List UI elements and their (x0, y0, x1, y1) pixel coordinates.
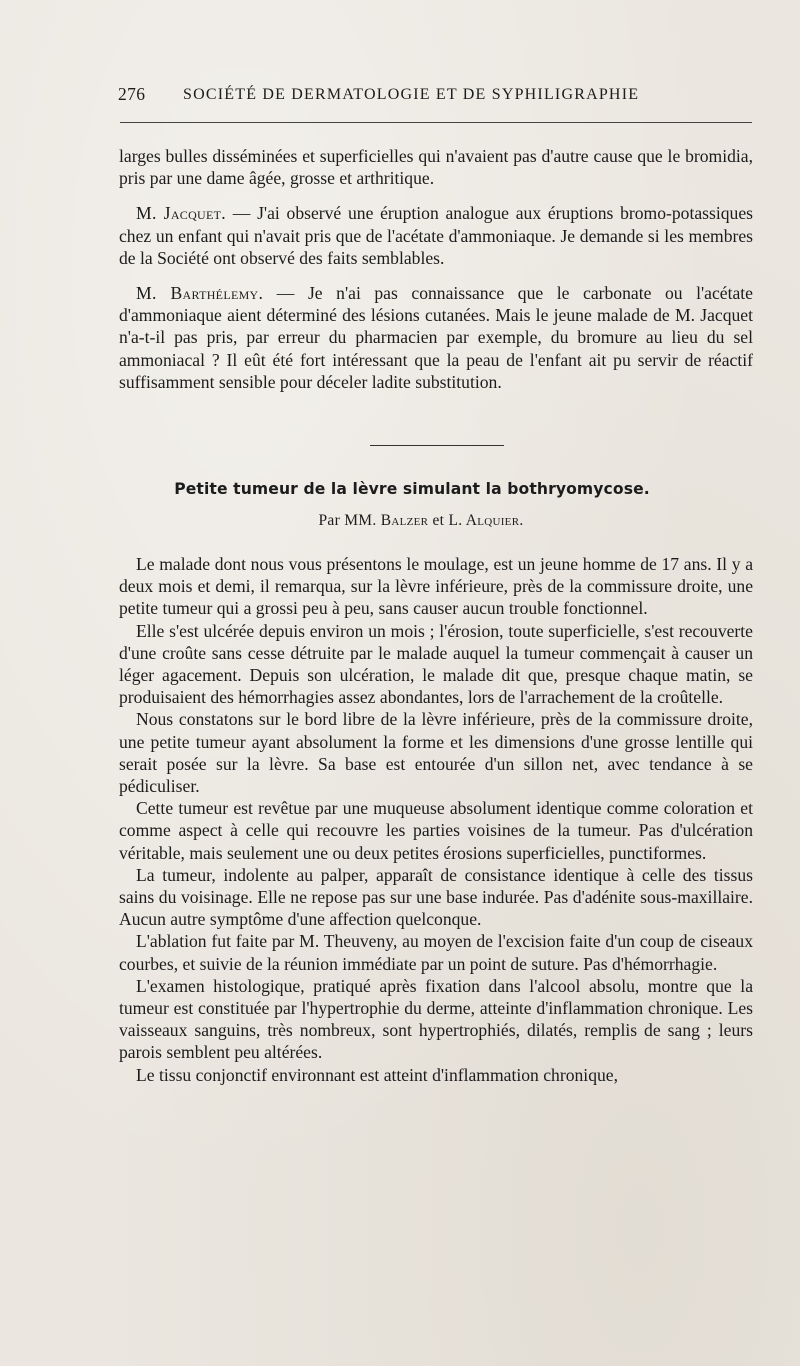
jacquet-remark: — J'ai observé une éruption analogue aux éruptions bromo-potassiques chez un enfant qui n'avait pris que de l'acétate d'ammoniaque. Je demande si les membres de la Société ont observé des faits semblables. (119, 203, 753, 268)
body-paragraph-4: Cette tumeur est revêtue par une muqueuse absolument identique comme coloration et comme aspect à celle qui recouvre les parties voisines de la tumeur. Pas d'ulcération véritable, mais seulement une ou deux petites érosions superficielles, punctiformes. (119, 798, 753, 863)
author-alquier: L. Alquier. (448, 512, 524, 529)
speaker-barthelemy: M. Barthélemy. (136, 283, 264, 304)
article-body (119, 553, 753, 1086)
byline-and: et (428, 512, 449, 529)
paragraph-jacquet (119, 202, 753, 269)
article-byline (0, 512, 800, 530)
body-paragraph-8: Le tissu conjonctif environnant est atteint d'inflammation chronique, (136, 1064, 618, 1085)
byline-prefix: Par MM. (318, 512, 381, 529)
paragraph-barthelemy (119, 282, 753, 393)
running-title: SOCIÉTÉ DE DERMATOLOGIE ET DE SYPHILIGRAPHIE (183, 86, 640, 103)
speaker-jacquet: M. Jacquet. (136, 203, 226, 224)
author-balzer: Balzer (380, 512, 429, 529)
paragraph-bullae: larges bulles disséminées et superficielles qui n'avaient pas d'autre cause que le bromidia, pris par une dame âgée, grosse et arthritique. (119, 146, 753, 189)
body-paragraph-6: L'ablation fut faite par M. Theuveny, au moyen de l'excision faite d'un coup de ciseaux courbes, et suivie de la réunion immédiate par un point de suture. Pas d'hémorrhagie. (119, 931, 753, 974)
body-paragraph-3: Nous constatons sur le bord libre de la lèvre inférieure, près de la commissure droite, une petite tumeur ayant absolument la forme et les dimensions d'une grosse lentille qui serait posée sur la lèvre. Sa base est entourée d'un sillon net, avec tendance à se pédiculiser. (119, 709, 753, 797)
header-rule (120, 122, 752, 123)
section-divider (370, 445, 504, 446)
barthelemy-remark: — Je n'ai pas connaissance que le carbonate ou l'acétate d'ammoniaque aient déterminé des lésions cutanées. Mais le jeune malade de M. Jacquet n'a-t-il pas pris, par erreur du pharmacien par exemple, du bromure au lieu du sel ammoniacal ? Il eût été fort intéressant que la peau de l'enfant ait pu servir de réactif suffisamment sensible pour déceler ladite substitution. (119, 283, 753, 392)
body-paragraph-2: Elle s'est ulcérée depuis environ un mois ; l'érosion, toute superficielle, s'est recouverte d'une croûte sans cesse détruite par le malade auquel la tumeur commençait à causer un léger agacement. Depuis son ulcération, le malade dit que, presque chaque matin, se produisaient des hémorrhagies assez abondantes, lors de l'arrachement de la croûtelle. (119, 620, 753, 708)
body-paragraph-7: L'examen histologique, pratiqué après fixation dans l'alcool absolu, montre que la tumeur est constituée par l'hypertrophie du derme, atteinte d'inflammation chronique. Les vaisseaux sanguins, très nombreux, sont hypertrophiés, dilatés, remplis de sang ; leurs parois semblent peu altérées. (119, 975, 753, 1063)
body-paragraph-1: Le malade dont nous vous présentons le moulage, est un jeune homme de 17 ans. Il y a deux mois et demi, il remarqua, sur la lèvre inférieure, près de la commissure droite, une petite tumeur qui a grossi peu à peu, sans causer aucun trouble fonctionnel. (119, 554, 753, 619)
discussion-block (119, 145, 753, 393)
page-header (118, 84, 752, 112)
page-number: 276 (118, 84, 146, 104)
article-title: Petite tumeur de la lèvre simulant la bothryomycose. (174, 480, 650, 498)
body-paragraph-5: La tumeur, indolente au palper, apparaît de consistance identique à celle des tissus sains du voisinage. Elle ne repose pas sur une base indurée. Pas d'adénite sous-maxillaire. Aucun autre symptôme d'une affection quelconque. (119, 864, 753, 930)
